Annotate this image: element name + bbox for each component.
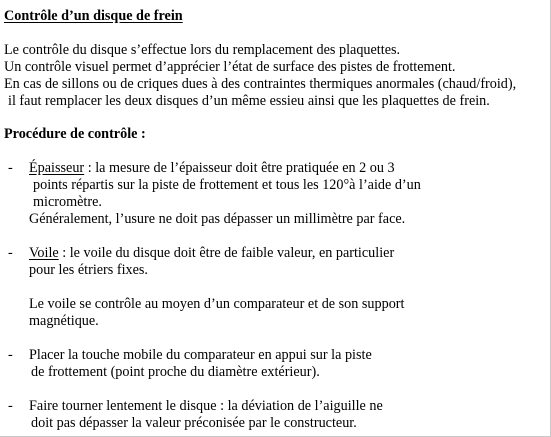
item-voile-keyword: Voile: [29, 245, 59, 261]
intro-line-3: En cas de sillons ou de criques dues à des contraintes thermiques anormales (chaud/froid),: [4, 76, 517, 92]
item-voile-first-rest: : le voile du disque doit être de faible valeur, en particulier: [58, 245, 395, 261]
intro-line-2: Un contrôle visuel permet d’apprécier l’état de surface des pistes de frottement.: [4, 59, 456, 75]
bullet-dash: -: [8, 245, 13, 261]
item-voile-line-4: magnétique.: [29, 313, 99, 329]
item-voile-line-2: pour les étriers fixes.: [29, 262, 148, 278]
item-epaisseur-line-2: points répartis sur la piste de frottement et tous les 120°à l’aide d’un: [33, 177, 421, 193]
item-4-first-line: Faire tourner lentement le disque : la déviation de l’aiguille ne: [29, 398, 383, 414]
procedure-heading: Procédure de contrôle :: [4, 126, 146, 142]
item-epaisseur-line-3: micromètre.: [33, 194, 102, 210]
intro-line-1: Le contrôle du disque s’effectue lors du remplacement des plaquettes.: [4, 42, 401, 58]
item-epaisseur-line-4: Généralement, l’usure ne doit pas dépasser un millimètre par face.: [29, 211, 406, 227]
item-4-line-2: doit pas dépasser la valeur préconisée par le constructeur.: [31, 415, 357, 431]
item-voile-line-3: Le voile se contrôle au moyen d’un comparateur et de son support: [29, 296, 405, 312]
item-voile-first-line: [29, 245, 394, 262]
intro-line-4: il faut remplacer les deux disques d’un même essieu ainsi que les plaquettes de frein.: [8, 93, 490, 109]
bullet-dash: -: [8, 398, 13, 414]
item-epaisseur-first-rest: : la mesure de l’épaisseur doit être pratiquée en 2 ou 3: [84, 160, 395, 176]
item-3-first-line: Placer la touche mobile du comparateur en appui sur la piste: [29, 347, 372, 363]
bullet-dash: -: [8, 347, 13, 363]
item-epaisseur-first-line: [29, 160, 395, 177]
item-3-line-2: de frottement (point proche du diamètre extérieur).: [31, 364, 320, 380]
item-epaisseur-keyword: Épaisseur: [29, 160, 85, 176]
document-title: Contrôle d’un disque de frein: [4, 8, 183, 24]
bullet-dash: -: [8, 160, 13, 176]
